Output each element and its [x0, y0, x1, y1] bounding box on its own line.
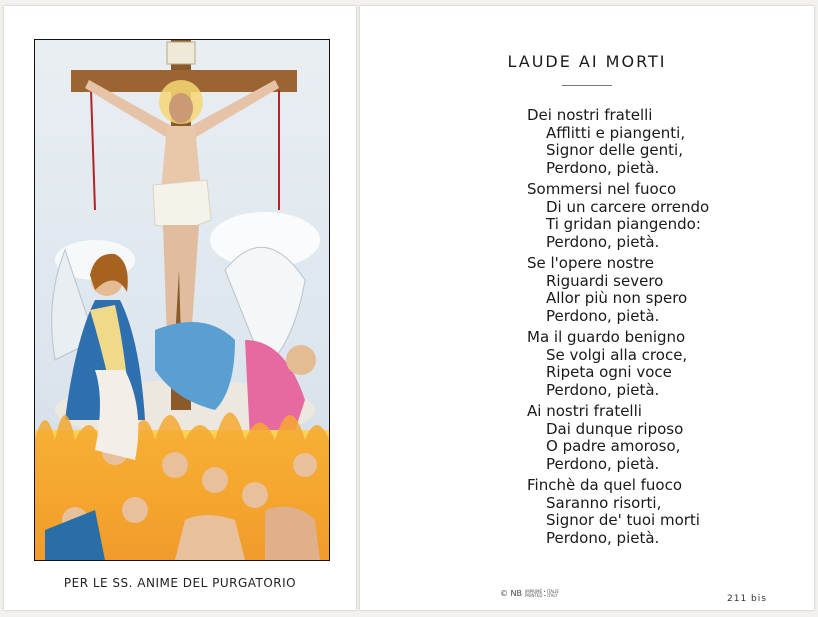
poem-line: Riguardi severo — [546, 271, 664, 290]
stanza-3 — [527, 255, 709, 325]
loincloth — [153, 180, 211, 230]
right-card — [360, 6, 814, 610]
poem-line: Allor più non spero — [546, 289, 688, 307]
stanza-5 — [527, 403, 709, 473]
poem-line: Ti gridan piangendo: — [546, 215, 701, 233]
poem-line: Dai dunque riposo — [546, 419, 684, 438]
crucifixion-image — [35, 40, 329, 560]
poem-line: Perdono, pietà. — [546, 528, 660, 547]
title-divider — [562, 85, 612, 86]
poem-line: Signor delle genti, — [546, 141, 683, 159]
stanza-6 — [527, 477, 709, 547]
torso — [161, 126, 201, 190]
head — [169, 93, 193, 123]
image-caption: PER LE SS. ANIME DEL PURGATORIO — [63, 576, 297, 590]
soul — [293, 453, 317, 477]
poem-line: Se volgi alla croce, — [546, 345, 688, 364]
poem-line: Ai nostri fratelli — [527, 402, 642, 420]
poem-line: Signor de' tuoi morti — [546, 511, 700, 529]
poem-title: LAUDE AI MORTI — [507, 52, 667, 71]
crucifixion-illustration — [34, 39, 330, 561]
publisher-logo: © NB — [500, 589, 523, 598]
printer-imprint — [500, 589, 559, 598]
poem-line: Perdono, pietà. — [546, 158, 660, 177]
poem-line: Ma il guardo benigno — [527, 328, 686, 346]
poem-line: Dei nostri fratelli — [527, 106, 653, 124]
poem-line: Perdono, pietà. — [546, 306, 660, 325]
card-code: 211 bis — [727, 594, 767, 604]
stanza-4 — [527, 329, 709, 399]
poem-line: Perdono, pietà. — [546, 232, 660, 251]
angel-right-head — [286, 345, 316, 375]
poem-line: Di un carcere orrendo — [546, 197, 710, 216]
cross-inscription — [167, 42, 195, 64]
poem-line: Perdono, pietà. — [546, 380, 660, 399]
soul-body — [175, 515, 245, 560]
soul — [162, 452, 188, 478]
poem-line: O padre amoroso, — [546, 437, 681, 455]
stanza-2 — [527, 181, 709, 251]
poem-line: Saranno risorti, — [546, 493, 662, 512]
soul — [122, 497, 148, 523]
stanza-1 — [527, 107, 709, 177]
poem-line: Perdono, pietà. — [546, 454, 660, 473]
imprint-text-line: PRINTED • ITALY — [525, 592, 558, 598]
poem-line: Ripeta ogni voce — [546, 363, 672, 381]
imprint-text-block — [525, 590, 559, 598]
soul — [242, 482, 268, 508]
poem-line: Finchè da quel fuoco — [527, 476, 683, 494]
poem-body — [527, 107, 709, 551]
left-card — [4, 6, 356, 610]
soul — [202, 467, 228, 493]
poem-line: Sommersi nel fuoco — [527, 180, 677, 198]
poem-line: Se l'opere nostre — [527, 254, 655, 272]
poem-line: Afflitti e piangenti, — [546, 123, 686, 142]
imprint-text-line: IMPRIMÉ • ITALIE — [525, 588, 559, 594]
